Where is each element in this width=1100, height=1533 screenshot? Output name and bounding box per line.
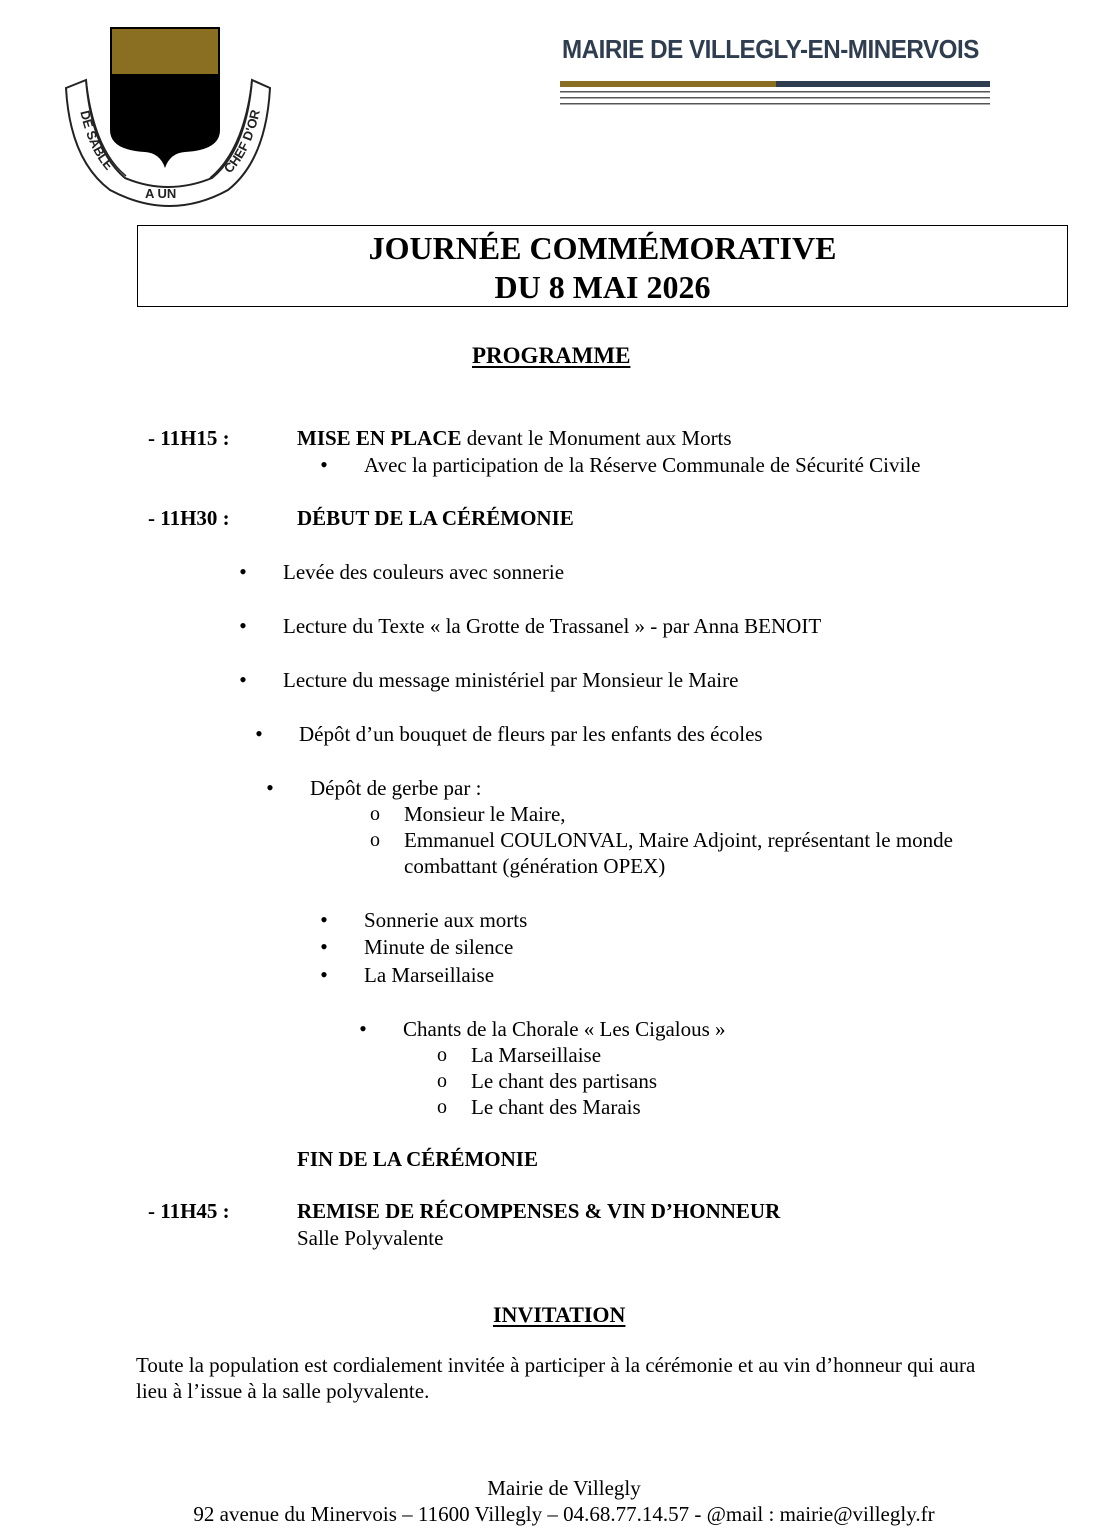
gerbe-item: o Emmanuel COULONVAL, Maire Adjoint, représentant le monde <box>404 827 953 853</box>
song-item: o Le chant des Marais <box>471 1094 641 1120</box>
list-item: • Minute de silence <box>364 934 513 960</box>
footer-line-1: Mairie de Villegly <box>487 1476 641 1500</box>
header-rules <box>556 78 996 110</box>
list-item: • Dépôt de gerbe par : <box>310 775 481 801</box>
programme-heading: PROGRAMME <box>472 343 631 368</box>
title-box <box>137 225 1068 307</box>
invitation-line-1: Toute la population est cordialement invitée à participer à la cérémonie et au vin d’honneur qui aura <box>136 1353 976 1377</box>
list-item: • Chants de la Chorale « Les Cigalous » <box>403 1016 726 1042</box>
list-item: • Lecture du Texte « la Grotte de Trassanel » - par Anna BENOIT <box>283 613 821 639</box>
crest-logo <box>0 0 320 220</box>
invitation-heading: INVITATION <box>493 1302 626 1327</box>
time-1130: - 11H30 : <box>148 506 230 530</box>
list-item: • Sonnerie aux morts <box>364 907 527 933</box>
time-1115: - 11H15 : <box>148 426 230 450</box>
invitation-line-2: lieu à l’issue à la salle polyvalente. <box>136 1379 430 1403</box>
remise-recompenses: REMISE DE RÉCOMPENSES & VIN D’HONNEUR <box>297 1199 781 1223</box>
list-item: • Dépôt d’un bouquet de fleurs par les enfants des écoles <box>299 721 763 747</box>
list-item: • Lecture du message ministériel par Monsieur le Maire <box>283 667 738 693</box>
title-line-1: JOURNÉE COMMÉMORATIVE <box>368 230 837 266</box>
mise-en-place <box>297 425 732 451</box>
mise-en-place-bold: MISE EN PLACE <box>297 426 462 450</box>
list-item: • La Marseillaise <box>364 962 494 988</box>
salle-polyvalente: Salle Polyvalente <box>297 1226 444 1250</box>
time-1145: - 11H45 : <box>148 1199 230 1223</box>
title-line-2: DU 8 MAI 2026 <box>494 269 711 305</box>
crest-motto-right: CHEF D'OR <box>220 108 263 177</box>
song-item: o Le chant des partisans <box>471 1068 657 1094</box>
fin-ceremonie: FIN DE LA CÉRÉMONIE <box>297 1147 538 1171</box>
gerbe-item-cont: combattant (génération OPEX) <box>404 854 666 878</box>
list-item: • Avec la participation de la Réserve Communale de Sécurité Civile <box>364 452 921 478</box>
gerbe-item: o Monsieur le Maire, <box>404 801 566 827</box>
footer-line-2: 92 avenue du Minervois – 11600 Villegly – 04.68.77.14.57 - @mail : mairie@villegly.fr <box>193 1502 935 1526</box>
list-item: • Levée des couleurs avec sonnerie <box>283 559 564 585</box>
crest-motto-bottom: A UN <box>145 186 177 201</box>
debut-ceremonie: DÉBUT DE LA CÉRÉMONIE <box>297 506 574 530</box>
song-item: o La Marseillaise <box>471 1042 601 1068</box>
mise-en-place-rest: devant le Monument aux Morts <box>461 426 732 450</box>
crest-motto-left: DE SABLE <box>77 108 117 173</box>
crest-image <box>0 0 320 220</box>
mairie-title: MAIRIE DE VILLEGLY-EN-MINERVOIS <box>562 34 979 64</box>
